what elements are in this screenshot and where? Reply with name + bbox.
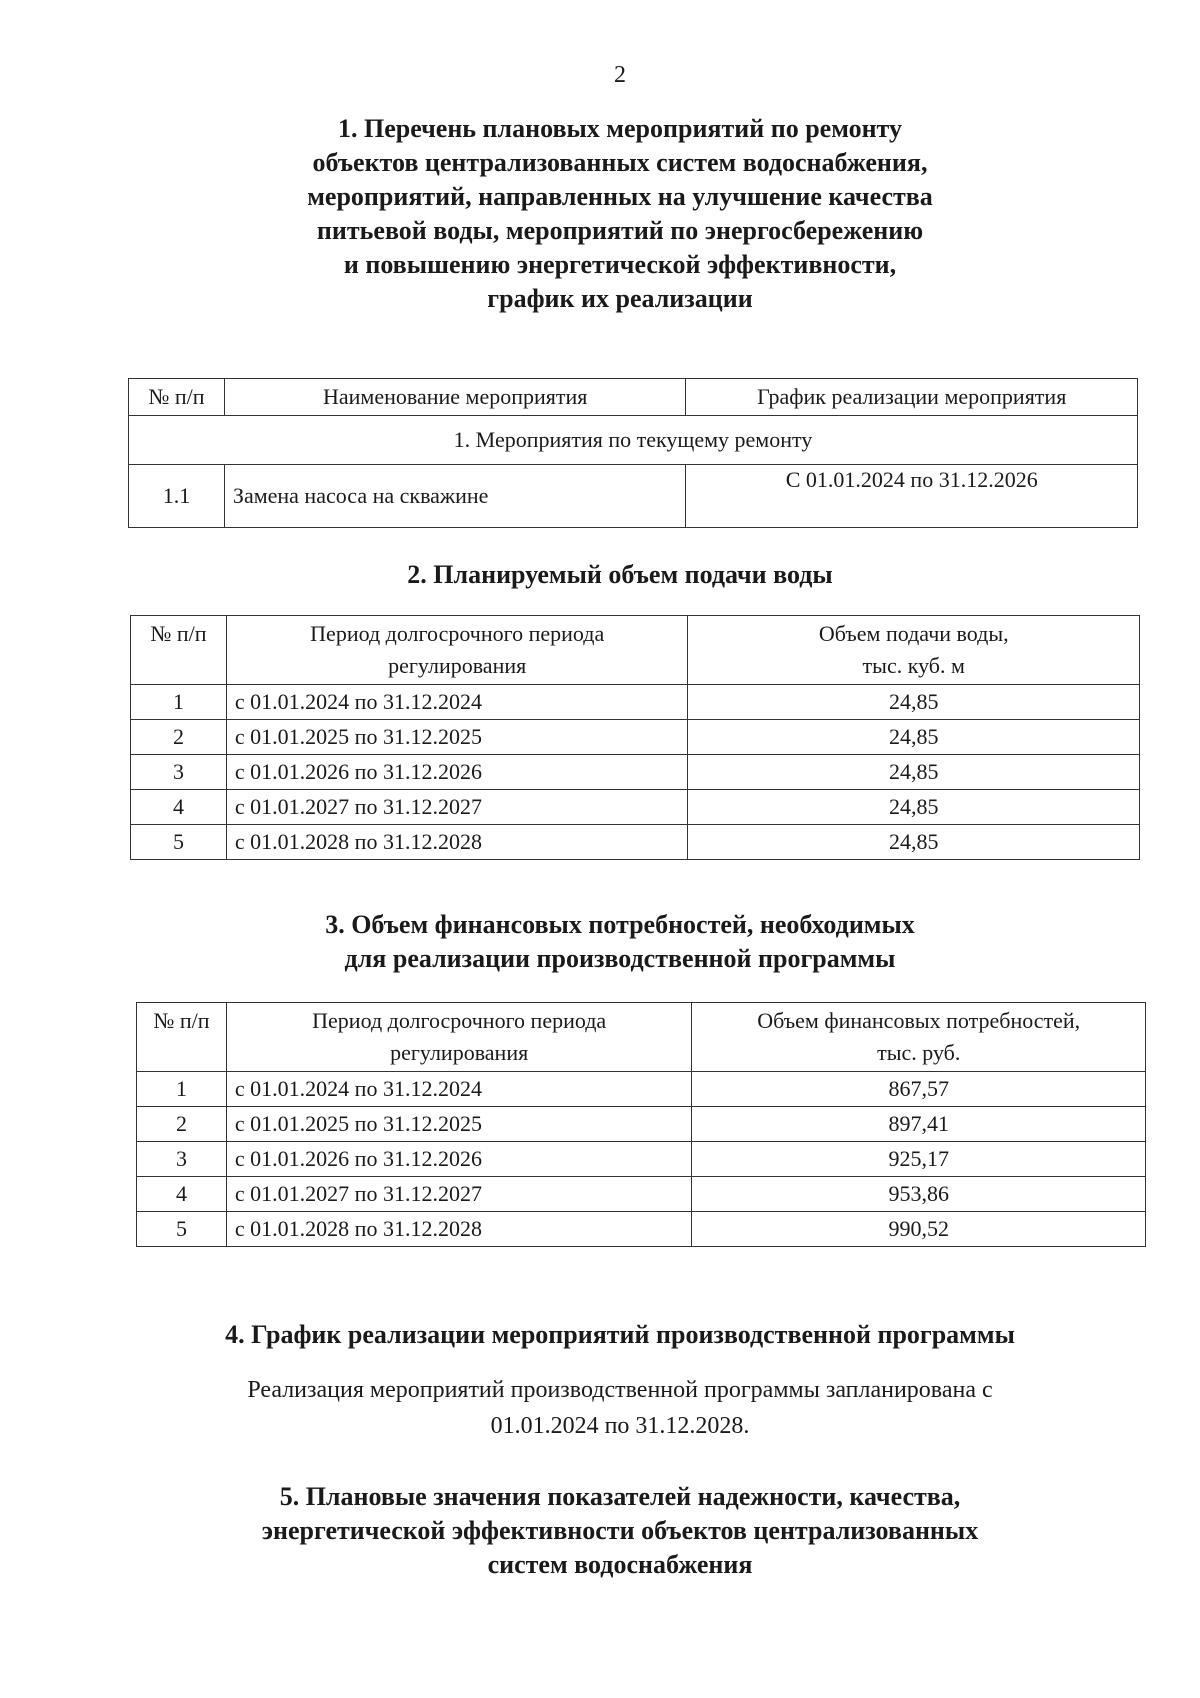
table-row	[137, 1142, 1146, 1177]
financial-needs-table	[136, 1002, 1146, 1247]
cell-period: с 01.01.2024 по 31.12.2024	[226, 685, 688, 720]
table-row	[137, 1107, 1146, 1142]
table-row	[137, 1212, 1146, 1247]
cell-value: 897,41	[692, 1107, 1146, 1142]
header-schedule: График реализации мероприятия	[686, 379, 1138, 416]
cell-num: 2	[131, 720, 227, 755]
header-finance	[692, 1003, 1146, 1072]
cell-period: с 01.01.2028 по 31.12.2028	[226, 825, 688, 860]
header-period-line: Период долгосрочного периода	[312, 1008, 607, 1033]
section1-title-line: объектов централизованных систем водоснабжения,	[312, 148, 928, 177]
cell-num: 5	[137, 1212, 227, 1247]
section1-title-line: 1. Перечень плановых мероприятий по ремонту	[338, 114, 902, 143]
table-header-row	[137, 1003, 1146, 1072]
header-volume-line: Объем подачи воды,	[818, 621, 1009, 646]
section3-title-line: 3. Объем финансовых потребностей, необходимых	[325, 910, 915, 939]
cell-name: Замена насоса на скважине	[224, 465, 686, 528]
section1-title-line: питьевой воды, мероприятий по энергосбережению	[316, 216, 924, 245]
section5-title	[0, 1480, 1200, 1582]
header-volume-line: тыс. куб. м	[862, 653, 965, 678]
cell-num: 5	[131, 825, 227, 860]
section5-title-line: 5. Плановые значения показателей надежности, качества,	[279, 1482, 961, 1511]
section4-text-line: Реализация мероприятий производственной программы запланирована с	[247, 1377, 993, 1403]
table-row	[131, 720, 1140, 755]
table-row	[129, 465, 1138, 528]
cell-period: с 01.01.2027 по 31.12.2027	[226, 1177, 692, 1212]
header-period	[226, 1003, 692, 1072]
section5-title-line: систем водоснабжения	[487, 1550, 753, 1579]
section3-title	[0, 908, 1200, 976]
cell-num: 1	[137, 1072, 227, 1107]
cell-period: с 01.01.2027 по 31.12.2027	[226, 790, 688, 825]
water-volume-table	[130, 615, 1140, 860]
section1-title-line: мероприятий, направленных на улучшение качества	[307, 182, 933, 211]
cell-num: 1.1	[129, 465, 225, 528]
table-row	[131, 685, 1140, 720]
section2-title: 2. Планируемый объем подачи воды	[407, 560, 833, 589]
table-header-row	[131, 616, 1140, 685]
cell-value: 24,85	[688, 825, 1140, 860]
cell-schedule: С 01.01.2024 по 31.12.2026	[686, 465, 1138, 528]
cell-value: 24,85	[688, 685, 1140, 720]
cell-value: 990,52	[692, 1212, 1146, 1247]
table-row	[137, 1177, 1146, 1212]
header-finance-line: тыс. руб.	[877, 1040, 961, 1065]
table-header-row	[129, 379, 1138, 416]
cell-num: 4	[137, 1177, 227, 1212]
cell-period: с 01.01.2026 по 31.12.2026	[226, 755, 688, 790]
header-name: Наименование мероприятия	[224, 379, 686, 416]
table-row	[131, 790, 1140, 825]
cell-num: 3	[137, 1142, 227, 1177]
cell-period: с 01.01.2028 по 31.12.2028	[226, 1212, 692, 1247]
cell-value: 24,85	[688, 755, 1140, 790]
section4-text-line: 01.01.2024 по 31.12.2028.	[490, 1413, 750, 1439]
header-finance-line: Объем финансовых потребностей,	[757, 1008, 1081, 1033]
table-row	[137, 1072, 1146, 1107]
cell-period: с 01.01.2025 по 31.12.2025	[226, 1107, 692, 1142]
cell-value: 24,85	[688, 720, 1140, 755]
header-num: № п/п	[137, 1003, 227, 1072]
cell-value: 24,85	[688, 790, 1140, 825]
section1-title-line: и повышению энергетической эффективности,	[343, 250, 897, 279]
cell-num: 2	[137, 1107, 227, 1142]
cell-period: с 01.01.2026 по 31.12.2026	[226, 1142, 692, 1177]
header-num: № п/п	[129, 379, 225, 416]
header-period	[226, 616, 688, 685]
table-row	[131, 755, 1140, 790]
page-number: 2	[614, 62, 626, 88]
cell-value: 953,86	[692, 1177, 1146, 1212]
header-num: № п/п	[131, 616, 227, 685]
section1-title-line: график их реализации	[487, 284, 753, 313]
section4-title: 4. График реализации мероприятий производственной программы	[225, 1320, 1015, 1349]
header-period-line: Период долгосрочного периода	[310, 621, 605, 646]
cell-num: 4	[131, 790, 227, 825]
header-period-line: регулирования	[390, 1040, 529, 1065]
group-title: 1. Мероприятия по текущему ремонту	[129, 416, 1138, 465]
cell-num: 1	[131, 685, 227, 720]
table-group-row	[129, 416, 1138, 465]
table-row	[131, 825, 1140, 860]
cell-value: 867,57	[692, 1072, 1146, 1107]
header-volume	[688, 616, 1140, 685]
section4-text	[0, 1372, 1200, 1444]
cell-value: 925,17	[692, 1142, 1146, 1177]
cell-period: с 01.01.2025 по 31.12.2025	[226, 720, 688, 755]
header-period-line: регулирования	[388, 653, 527, 678]
cell-num: 3	[131, 755, 227, 790]
measures-table	[128, 378, 1138, 528]
section1-title	[0, 112, 1200, 316]
section5-title-line: энергетической эффективности объектов централизованных	[261, 1516, 979, 1545]
section3-title-line: для реализации производственной программы	[344, 944, 896, 973]
cell-period: с 01.01.2024 по 31.12.2024	[226, 1072, 692, 1107]
